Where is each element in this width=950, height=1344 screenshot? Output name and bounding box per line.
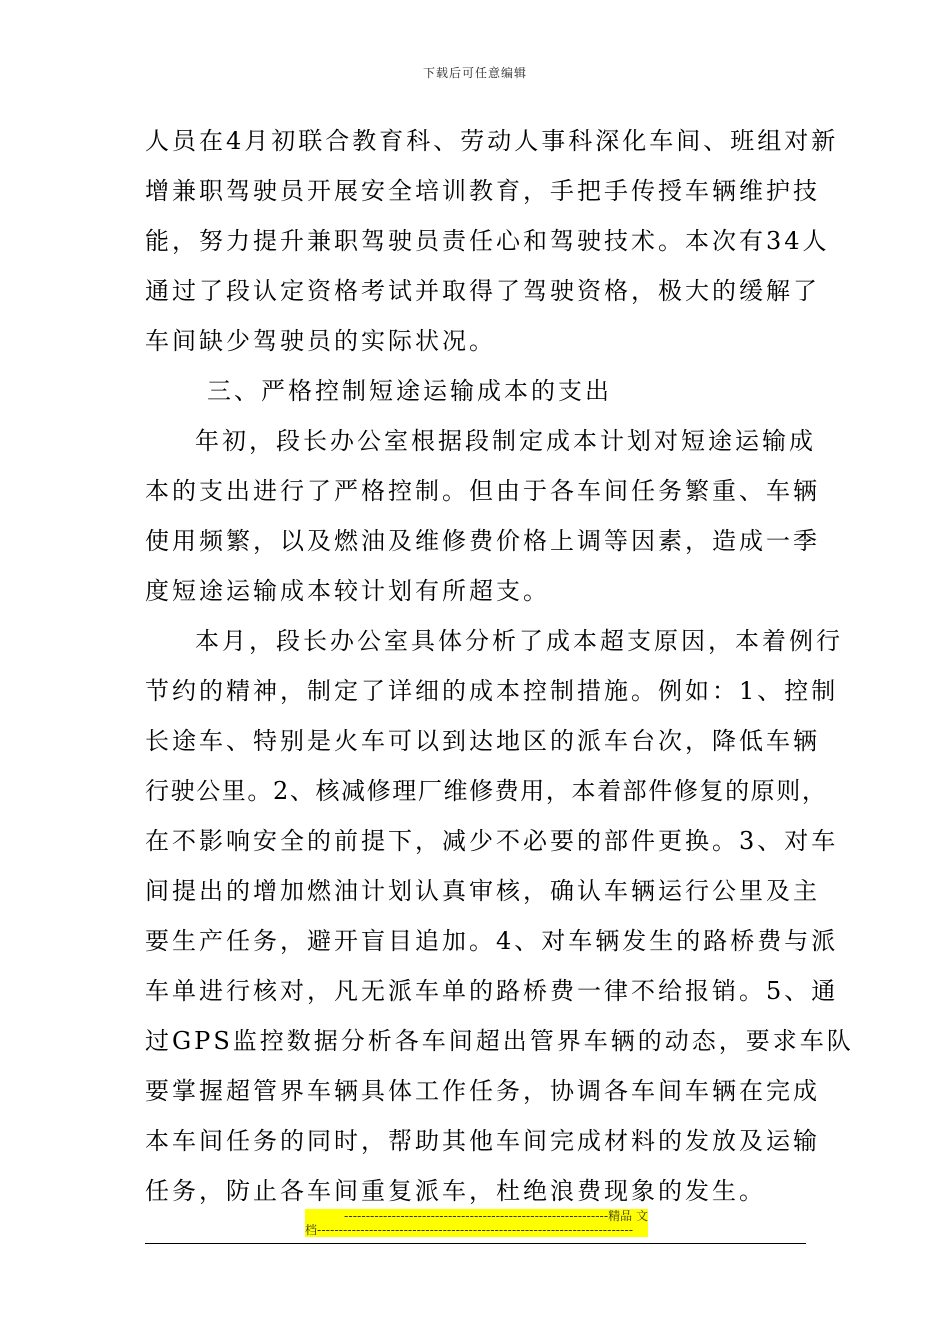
body-line: 节约的精神，制定了详细的成本控制措施。例如：1、控制 [145,677,839,705]
body-line: 通过了段认定资格考试并取得了驾驶资格，极大的缓解了 [145,277,820,305]
paragraph-first-line: 年初，段长办公室根据段制定成本计划对短途运输成 [195,427,816,455]
body-line: 车间缺少驾驶员的实际状况。 [145,327,496,355]
footer-divider [145,1243,806,1244]
paragraph-first-line: 本月，段长办公室具体分析了成本超支原因，本着例行 [195,627,843,655]
footer-banner-line: -------------------------------------------------------------精品 文 [305,1209,648,1223]
body-line: 要掌握超管界车辆具体工作任务，协调各车间车辆在完成 [145,1077,820,1105]
body-line: 行驶公里。2、核减修理厂维修费用，本着部件修复的原则， [145,777,828,805]
section-heading: 三、严格控制短途运输成本的支出 [207,377,612,405]
body-line: 长途车、特别是火车可以到达地区的派车台次，降低车辆 [145,727,820,755]
body-line: 本车间任务的同时，帮助其他车间完成材料的发放及运输 [145,1127,820,1155]
body-line: 人员在4月初联合教育科、劳动人事科深化车间、班组对新 [145,127,839,155]
body-line: 能，努力提升兼职驾驶员责任心和驾驶技术。本次有34人 [145,227,830,255]
body-line: 增兼职驾驶员开展安全培训教育，手把手传授车辆维护技 [145,177,820,205]
body-line: 度短途运输成本较计划有所超支。 [145,577,550,605]
body-line: 车单进行核对，凡无派车单的路桥费一律不给报销。5、通 [145,977,839,1005]
body-line: 要生产任务，避开盲目追加。4、对车辆发生的路桥费与派 [145,927,839,955]
footer-watermark-banner [305,1209,648,1237]
body-line: 本的支出进行了严格控制。但由于各车间任务繁重、车辆 [145,477,820,505]
body-line: 在不影响安全的前提下，减少不必要的部件更换。3、对车 [145,827,839,855]
body-line: 过GPS监控数据分析各车间超出管界车辆的动态，要求车队 [145,1027,854,1055]
body-line: 使用频繁，以及燃油及维修费价格上调等因素，造成一季 [145,527,820,555]
body-line: 任务，防止各车间重复派车，杜绝浪费现象的发生。 [145,1177,766,1205]
page-header: 下载后可任意编辑 [422,66,527,80]
body-line: 间提出的增加燃油计划认真审核，确认车辆运行公里及主 [145,877,820,905]
footer-banner-line: 档------------------------------------------------------------------------- [305,1223,648,1237]
